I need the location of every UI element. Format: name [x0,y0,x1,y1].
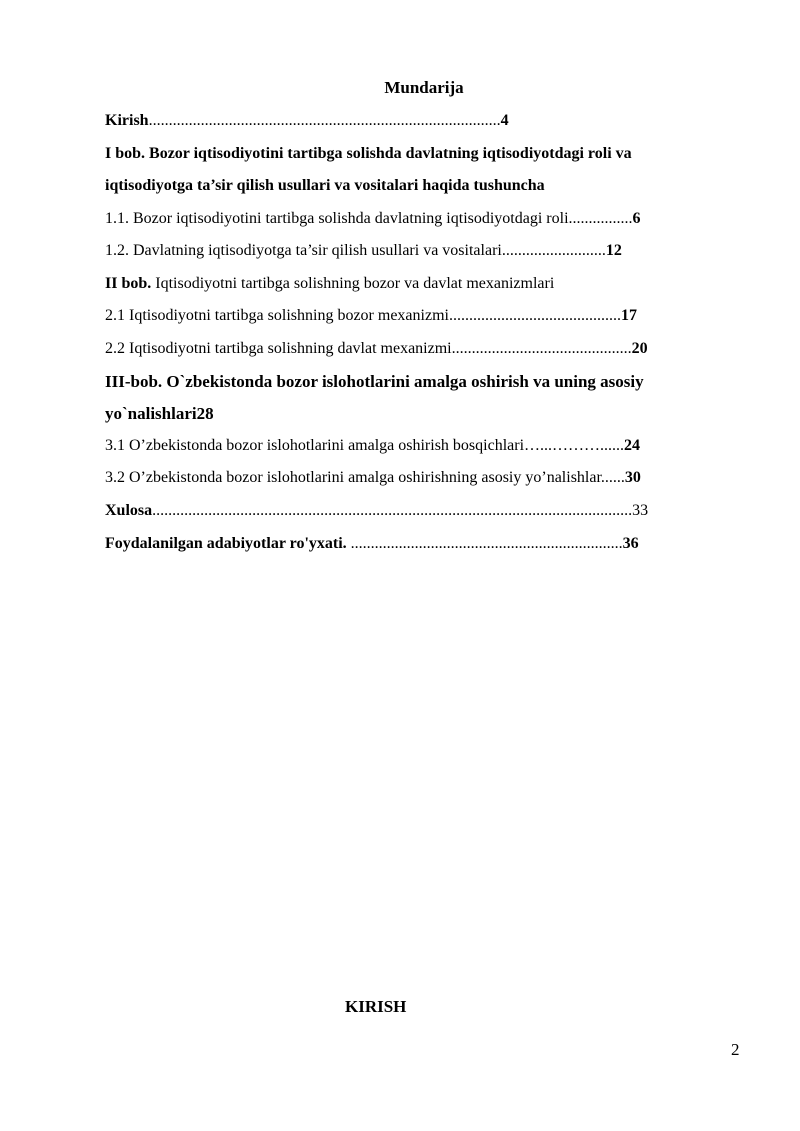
toc-entry-label: Foydalanilgan adabiyotlar ro'yxati. [105,535,347,552]
toc-entry-label: 1.2. Davlatning iqtisodiyotga ta’sir qilish usullari va vositalari [105,242,502,259]
toc-entry-2-1 [105,306,637,326]
page-title: Mundarija [384,78,464,97]
toc-chapter-title: Iqtisodiyotni tartibga solishning bozor va davlat mexanizmlari [151,275,555,292]
toc-page-number: 20 [631,340,648,357]
toc-entry-label: Kirish [105,112,149,129]
toc-page-number: 24 [624,437,641,454]
toc-entry-1-2 [105,241,622,261]
toc-entry-3-2 [105,468,641,488]
toc-entry-label: Xulosa [105,502,153,519]
toc-entry-label: 3.2 O’zbekistonda bozor islohotlarini amalga oshirishning asosiy yo’nalishlar [105,469,601,486]
toc-chapter-1-heading-line-2: iqtisodiyotga ta’sir qilish usullari va vositalari haqida tushuncha [105,177,545,194]
toc-leader-dots: .................................................................... [346,535,623,552]
toc-entry-1-1 [105,209,641,229]
section-heading: KIRISH [345,997,407,1016]
toc-page-number: 4 [500,112,509,129]
toc-leader-dots: …...………...... [524,437,625,454]
toc-page-number: 12 [605,242,622,259]
toc-leader-dots: ........................................................................................................................ [152,502,633,519]
toc-entry-label: 2.1 Iqtisodiyotni tartibga solishning bozor mexanizmi [105,307,449,324]
toc-leader-dots: ........................................................................................ [148,112,501,129]
toc-entry-label: 2.2 Iqtisodiyotni tartibga solishning davlat mexanizmi [105,340,452,357]
toc-chapter-3-heading-line-2: yo`nalishlari28 [105,404,214,423]
toc-entry-xulosa [105,501,648,521]
page-number: 2 [731,1040,740,1059]
toc-leader-dots: ................ [568,210,633,227]
toc-chapter-2-heading [105,274,554,294]
toc-entry-2-2 [105,339,648,359]
toc-page-number: 33 [632,502,649,519]
toc-page-number: 30 [624,469,641,486]
toc-entry-references [105,534,639,554]
toc-leader-dots: ...... [600,469,625,486]
toc-entry-label: 1.1. Bozor iqtisodiyotini tartibga solishda davlatning iqtisodiyotdagi roli [105,210,569,227]
toc-entry-3-1 [105,436,640,456]
toc-page-number: 17 [620,307,637,324]
toc-page-number: 36 [622,535,639,552]
toc-leader-dots: ........................................... [448,307,621,324]
toc-chapter-3-heading-line-1: III-bob. O`zbekistonda bozor islohotlarini amalga oshirish va uning asosiy [105,372,644,391]
toc-entry-kirish [105,111,509,131]
toc-chapter-1-heading-line-1: I bob. Bozor iqtisodiyotini tartibga solishda davlatning iqtisodiyotdagi roli va [105,145,632,162]
toc-leader-dots: .......................... [501,242,606,259]
toc-leader-dots: ............................................. [451,340,632,357]
toc-entry-label: 3.1 O’zbekistonda bozor islohotlarini amalga oshirish bosqichlari [105,437,525,454]
toc-chapter-label: II bob. [105,275,152,292]
toc-page-number: 6 [632,210,641,227]
